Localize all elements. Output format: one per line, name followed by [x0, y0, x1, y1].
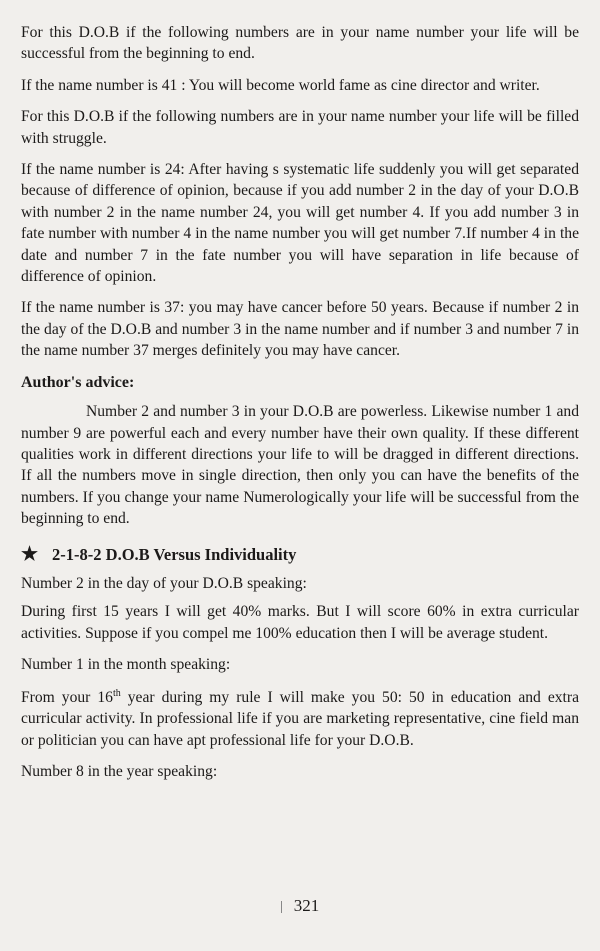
day-label: Number 2 in the day of your D.O.B speaking: [21, 574, 307, 592]
star-icon: ★ [21, 543, 39, 565]
page-content [21, 22, 579, 792]
paragraph: For this D.O.B if the following numbers are in your name number your life will be successful from the beginning to end. [21, 24, 579, 63]
day-text: During first 15 years I will get 40% marks. But I will score 60% in extra curricular activities. Suppose if you compel me 100% education then I will be average student. [21, 603, 579, 642]
margin-mark [281, 901, 282, 913]
section-title-text: 2-1-8-2 D.O.B Versus Individuality [52, 544, 297, 564]
page-number-text: 321 [293, 896, 320, 915]
month-text [21, 683, 579, 751]
ordinal-suffix: th [112, 687, 121, 699]
page-number [0, 896, 600, 916]
section-title [21, 544, 579, 565]
advice-text: Number 2 and number 3 in your D.O.B are powerless. Likewise number 1 and number 9 are powerful each and every number have their own quality. If these different qualities work in different directions your life to will be dragged in different directions. If all the numbers move in single direction, then only you can have the benefits of the numbers. If you change your name Numerologically your life will be successful from the beginning to end. [21, 403, 579, 528]
month-label: Number 1 in the month speaking: [21, 656, 231, 674]
year-label: Number 8 in the year speaking: [21, 762, 218, 780]
paragraph: If the name number is 24: After having s systematic life suddenly you will get separated because of difference of opinion, because if you add number 2 in the day of your D.O.B with number 2 in the name number 24, you will get number 4. If you add number 3 in fate number with number 4 in the name number you will get number 7.If number 4 in the date and number 7 in the fate number you will have separation in life because of difference of opinion. [21, 161, 579, 286]
paragraph: If the name number is 41 : You will become world fame as cine director and writer. [21, 76, 540, 94]
advice-heading: Author's advice: [21, 373, 135, 391]
month-text-start: From your 16 [21, 688, 113, 706]
month-text-rest: year during my rule I will make you 50: 50 in education and extra curricular activity. In professional life if you are marketing representative, cine field man or politician you can have apt professional life for your D.O.B. [21, 688, 579, 749]
paragraph: For this D.O.B if the following numbers are in your name number your life will be filled with struggle. [21, 108, 579, 147]
paragraph: If the name number is 37: you may have cancer before 50 years. Because if number 2 in the day of the D.O.B and number 3 in the name number and if number 3 and number 7 in the name number 37 merges definitely you may have cancer. [21, 299, 579, 360]
